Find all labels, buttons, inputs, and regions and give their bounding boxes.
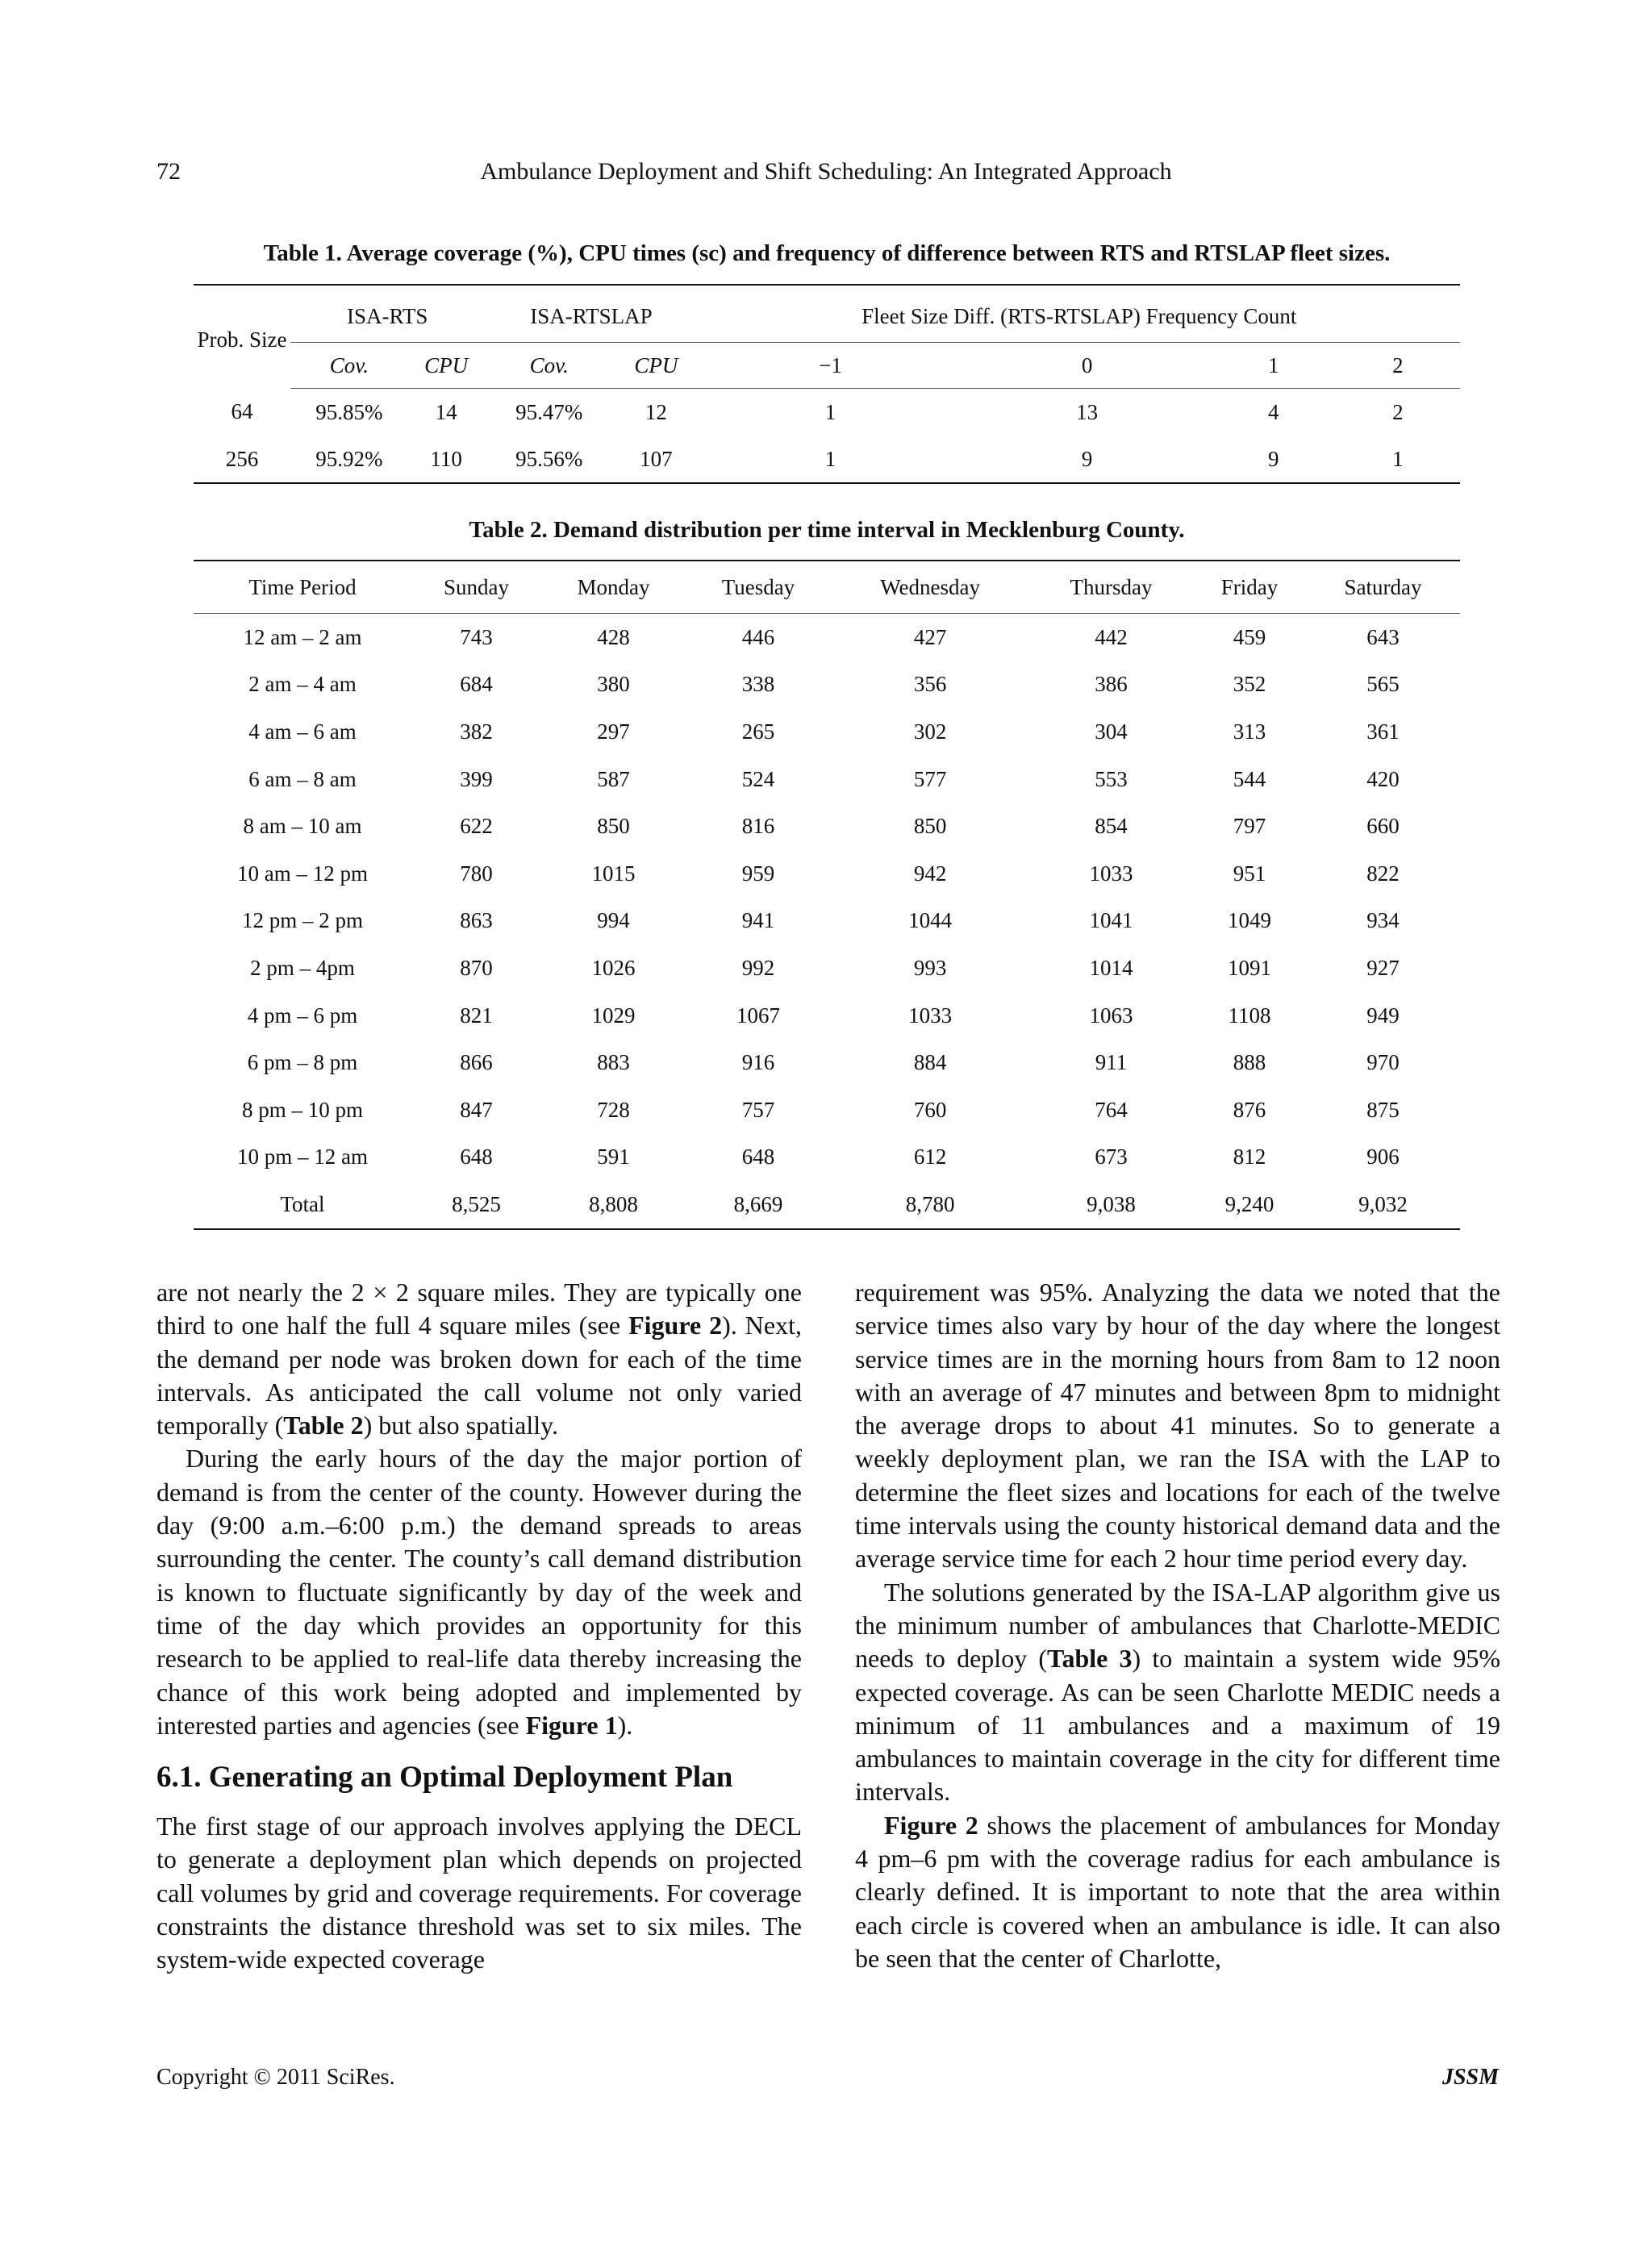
table-row <box>194 436 1460 483</box>
table-cell: 863 <box>460 908 493 933</box>
table-cell: 1044 <box>908 908 953 933</box>
table-cell: 361 <box>1366 719 1400 744</box>
table-cell: 10 pm – 12 am <box>237 1144 368 1169</box>
table-cell: 959 <box>741 861 775 886</box>
table-cell: 850 <box>597 814 630 839</box>
table-cell: 442 <box>1095 624 1128 649</box>
table-cell: 684 <box>460 672 493 697</box>
subheader: CPU <box>614 343 698 389</box>
table-cell: 870 <box>460 955 493 980</box>
table-cell: 591 <box>597 1144 630 1169</box>
table-cell: 1041 <box>1089 908 1133 933</box>
table-cell: 9 <box>1268 446 1279 471</box>
table-cell: 565 <box>1366 672 1400 697</box>
table-cell: 728 <box>597 1097 630 1122</box>
table-cell: 8,525 <box>452 1191 501 1216</box>
paragraph: requirement was 95%. Analyzing the data we noted that the service times also vary by hour of the day where the longest service times are in the morning hours from 8am to 12 noon with an average of 47 minutes and between 8pm to midnight the average drops to about 41 minutes. So to generate a weekly deployment plan, we ran the ISA with the LAP to determine the fleet sizes and locations for each of the twelve time intervals using the county historical demand data and the average service time for each 2 hour time period every day. <box>855 1278 1500 1574</box>
table-cell: 587 <box>597 766 630 791</box>
table-row <box>194 803 1460 850</box>
table-cell: 95.56% <box>515 446 583 471</box>
table-cell: 107 <box>640 446 673 471</box>
column-header: Tuesday <box>686 561 831 614</box>
table-cell: 992 <box>741 955 775 980</box>
table-cell: 428 <box>597 624 630 649</box>
prob-size-header: Prob. Size <box>197 327 287 352</box>
table-cell: 883 <box>597 1050 630 1075</box>
table-cell: 660 <box>1366 814 1400 839</box>
table-cell: 951 <box>1233 861 1266 886</box>
table-cell: 8 am – 10 am <box>243 814 362 839</box>
column-header: Wednesday <box>831 561 1029 614</box>
column-header: Friday <box>1193 561 1306 614</box>
table-cell: 1067 <box>736 1003 781 1028</box>
paragraph: The solutions generated by the ISA-LAP algorithm give us the minimum number of ambulances that Charlotte-MEDIC needs to deploy (Table 3) to maintain a system wide 95% expected coverage. As can be seen Charlotte MEDIC needs a minimum of 11 ambulances and a maximum of 19 ambulances to maintain coverage in the city for different time intervals. <box>855 1577 1501 1807</box>
table-cell: 949 <box>1366 1003 1400 1028</box>
table-cell: 2 pm – 4pm <box>250 955 355 980</box>
table-cell: 265 <box>741 719 775 744</box>
column-header: Thursday <box>1029 561 1193 614</box>
table-cell: 13 <box>1076 399 1099 424</box>
table-cell: 399 <box>460 766 493 791</box>
column-header: Saturday <box>1306 561 1460 614</box>
table-cell: 994 <box>597 908 630 933</box>
table-cell: 816 <box>741 814 775 839</box>
table-cell: 622 <box>460 814 493 839</box>
table-cell: 648 <box>741 1144 775 1169</box>
table-cell: 352 <box>1233 672 1266 697</box>
table-cell: 812 <box>1233 1144 1266 1169</box>
table2-caption: Table 2. Demand distribution per time interval in Mecklenburg County. <box>469 517 1185 543</box>
table-cell: 110 <box>430 446 462 471</box>
table-cell: 876 <box>1233 1097 1266 1122</box>
table-cell: 95.85% <box>315 399 383 424</box>
table-cell: 1026 <box>591 955 636 980</box>
copyright: Copyright © 2011 SciRes. <box>156 2065 395 2090</box>
figure-ref: Figure 1 <box>525 1710 618 1740</box>
table-cell: 9,038 <box>1087 1191 1136 1216</box>
right-column <box>855 1276 1500 1975</box>
table-cell: 386 <box>1095 672 1128 697</box>
table1-caption: Table 1. Average coverage (%), CPU times (sc) and frequency of difference between RTS and RTSLAP fleet sizes. <box>263 240 1391 266</box>
table-row <box>194 756 1460 803</box>
table-cell: 764 <box>1095 1097 1128 1122</box>
table-row <box>194 1086 1460 1134</box>
table-cell: 6 pm – 8 pm <box>247 1050 358 1075</box>
table-cell: 10 am – 12 pm <box>237 861 368 886</box>
table-row <box>194 850 1460 898</box>
table-cell: 8 pm – 10 pm <box>241 1097 363 1122</box>
table-cell: 427 <box>913 624 947 649</box>
paragraph: are not nearly the 2 × 2 square miles. They are typically one third to one half the full 4 square miles (see Figure 2). Next, the demand per node was broken down for each of the time intervals. As anticipated the call volume not only varied temporally (Table 2) but also spatially. <box>156 1278 803 1440</box>
table-cell: 648 <box>460 1144 493 1169</box>
table-cell: 1063 <box>1089 1003 1133 1028</box>
table-cell: 256 <box>225 446 259 471</box>
table-cell: 4 <box>1268 399 1279 424</box>
table-cell: 12 <box>645 399 667 424</box>
table-cell: 544 <box>1233 766 1266 791</box>
table-cell: 2 <box>1392 399 1404 424</box>
table-cell: 1091 <box>1228 955 1271 980</box>
table-cell: 942 <box>913 861 947 886</box>
paragraph: Figure 2 shows the placement of ambulances for Monday 4 pm–6 pm with the coverage radius for each ambulance is clearly defined. It is important to note that the area within each circle is covered when an ambulance is idle. It can also be seen that the center of Charlotte, <box>855 1810 1501 1973</box>
table-row <box>194 614 1460 661</box>
table-cell: 1033 <box>908 1003 953 1028</box>
table-cell: 1108 <box>1228 1003 1271 1028</box>
table-row <box>194 944 1460 992</box>
paragraph: The first stage of our approach involves applying the DECL to generate a deployment plan which depends on projected call volumes by grid and coverage requirements. For coverage constraints the distance threshold was set to six miles. The system-wide expected coverage <box>156 1811 802 1974</box>
table-cell: 970 <box>1366 1050 1400 1075</box>
table-cell: 380 <box>597 672 630 697</box>
subheader: Cov. <box>290 343 408 389</box>
table-cell: 866 <box>460 1050 493 1075</box>
table-cell: 302 <box>913 719 947 744</box>
table-row <box>194 708 1460 756</box>
table-cell: 911 <box>1095 1050 1128 1075</box>
column-header: Monday <box>541 561 686 614</box>
table-cell: 446 <box>741 624 775 649</box>
table-cell: 875 <box>1366 1097 1400 1122</box>
table-row <box>194 1039 1460 1086</box>
table-cell: 8,780 <box>905 1191 955 1216</box>
table-cell: 313 <box>1233 719 1266 744</box>
table-cell: 941 <box>741 908 775 933</box>
table-cell: 934 <box>1366 908 1400 933</box>
table-cell: 854 <box>1095 814 1128 839</box>
isa-rts-header: ISA-RTS <box>290 285 484 343</box>
table1 <box>194 284 1460 484</box>
table-cell: 927 <box>1366 955 1400 980</box>
table-cell: 6 am – 8 am <box>248 766 357 791</box>
table-cell: 12 pm – 2 pm <box>241 908 363 933</box>
table-row <box>194 1134 1460 1182</box>
table-cell: 673 <box>1095 1144 1128 1169</box>
subheader: 2 <box>1336 343 1460 389</box>
table-cell: 4 pm – 6 pm <box>247 1003 358 1028</box>
table-cell: 577 <box>913 766 947 791</box>
table-cell: 1029 <box>591 1003 636 1028</box>
column-header: Time Period <box>194 561 411 614</box>
table-row <box>194 992 1460 1040</box>
subheader: −1 <box>699 343 963 389</box>
table-cell: 356 <box>913 672 947 697</box>
table-cell: 1 <box>824 446 836 471</box>
table-cell: 304 <box>1095 719 1128 744</box>
table-ref: Table 3 <box>1047 1644 1133 1674</box>
table-cell: 9,240 <box>1224 1191 1274 1216</box>
table-cell: 95.47% <box>515 399 583 424</box>
table-cell: 797 <box>1233 814 1266 839</box>
table-cell: 524 <box>741 766 775 791</box>
table-cell: 1014 <box>1089 955 1133 980</box>
figure-ref: Figure 2 <box>628 1311 723 1340</box>
table-cell: 297 <box>597 719 630 744</box>
table-cell: Total <box>280 1191 325 1216</box>
table-cell: 757 <box>741 1097 775 1122</box>
isa-rtslap-header: ISA-RTSLAP <box>484 285 698 343</box>
journal-name: JSSM <box>1441 2065 1499 2090</box>
table-cell: 420 <box>1366 766 1400 791</box>
table-cell: 1015 <box>591 861 636 886</box>
table-cell: 850 <box>913 814 947 839</box>
table-cell: 916 <box>741 1050 775 1075</box>
table-cell: 743 <box>460 624 493 649</box>
table-cell: 1 <box>1392 446 1404 471</box>
table-cell: 459 <box>1233 624 1266 649</box>
table-row <box>194 898 1460 945</box>
table-cell: 822 <box>1366 861 1400 886</box>
table-cell: 12 am – 2 am <box>243 624 362 649</box>
table-row <box>194 661 1460 709</box>
figure-ref: Figure 2 <box>884 1810 978 1840</box>
table-row <box>194 1181 1460 1229</box>
column-header: Sunday <box>411 561 541 614</box>
table-cell: 4 am – 6 am <box>248 719 357 744</box>
table-cell: 1033 <box>1089 861 1133 886</box>
table-cell: 906 <box>1366 1144 1400 1169</box>
running-header: Ambulance Deployment and Shift Scheduling: An Integrated Approach <box>480 158 1172 185</box>
table-cell: 993 <box>913 955 947 980</box>
subheader: 1 <box>1212 343 1336 389</box>
subheader: CPU <box>408 343 485 389</box>
table-cell: 821 <box>460 1003 493 1028</box>
table-cell: 612 <box>913 1144 947 1169</box>
subheader: Cov. <box>484 343 614 389</box>
page-number: 72 <box>156 158 181 185</box>
table-cell: 1 <box>824 399 836 424</box>
table-cell: 14 <box>435 399 457 424</box>
table-cell: 553 <box>1095 766 1128 791</box>
section-heading: 6.1. Generating an Optimal Deployment Plan <box>156 1761 733 1795</box>
table-cell: 95.92% <box>315 446 383 471</box>
table2 <box>194 560 1460 1230</box>
subheader: 0 <box>963 343 1212 389</box>
paragraph: During the early hours of the day the major portion of demand is from the center of the county. However during the day (9:00 a.m.–6:00 p.m.) the demand spreads to areas surrounding the center. The county’s call demand distribution is known to fluctuate significantly by day of the week and time of the day which provides an opportunity for this research to be applied to real-life data thereby increasing the chance of this work being adopted and implemented by interested parties and agencies (see Figure 1). <box>156 1444 802 1740</box>
table-cell: 8,808 <box>589 1191 638 1216</box>
table-cell: 780 <box>460 861 493 886</box>
table-cell: 1049 <box>1228 908 1271 933</box>
left-column <box>156 1276 802 1977</box>
table-cell: 760 <box>913 1097 947 1122</box>
table-ref: Table 2 <box>283 1411 364 1440</box>
table-cell: 888 <box>1233 1050 1266 1075</box>
table-row <box>194 389 1460 436</box>
table-cell: 2 am – 4 am <box>248 672 357 697</box>
table-cell: 9 <box>1081 446 1093 471</box>
table-cell: 8,669 <box>733 1191 783 1216</box>
table-cell: 382 <box>460 719 493 744</box>
table-cell: 884 <box>913 1050 947 1075</box>
fleet-diff-header: Fleet Size Diff. (RTS-RTSLAP) Frequency Count <box>699 285 1460 343</box>
table-cell: 9,032 <box>1358 1191 1408 1216</box>
table-cell: 643 <box>1366 624 1400 649</box>
table-cell: 338 <box>741 672 775 697</box>
table-cell: 64 <box>231 399 253 424</box>
table-cell: 847 <box>460 1097 493 1122</box>
